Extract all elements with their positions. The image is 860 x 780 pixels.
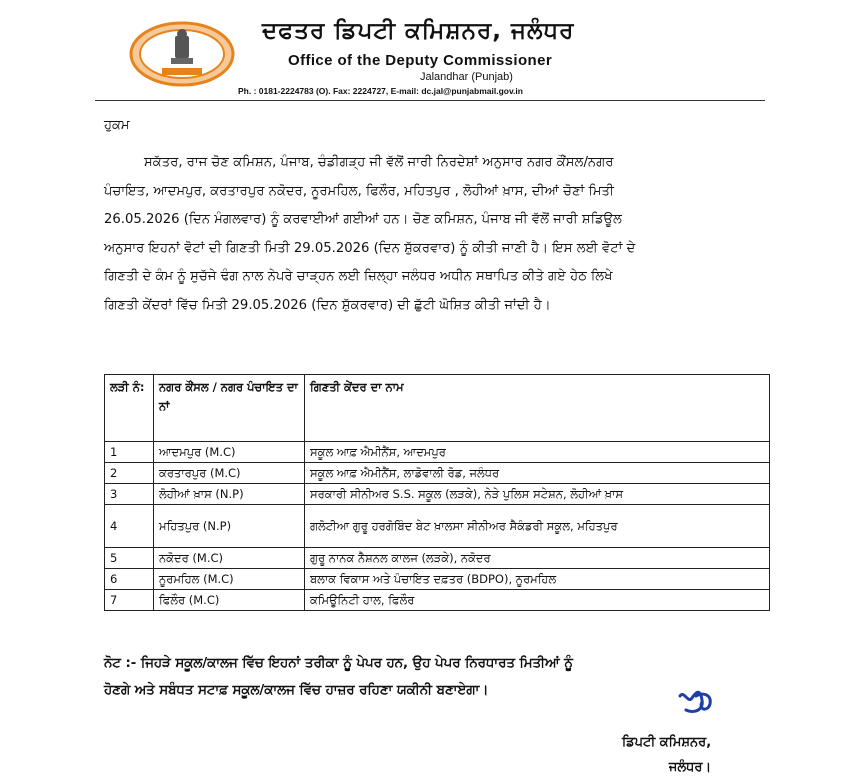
signatory-designation: ਡਿਪਟੀ ਕਮਿਸ਼ਨਰ, (622, 735, 712, 750)
letterhead-contact: Ph. : 0181-2224783 (O). Fax: 2224727, E-mail: dc.jal@punjabmail.gov.in (238, 86, 523, 96)
paragraph-line: ਅਨੁਸਾਰ ਇਹਨਾਂ ਵੋਟਾਂ ਦੀ ਗਿਣਤੀ ਮਿਤੀ 29.05.2026 (ਦਿਨ ਸ਼ੁੱਕਰਵਾਰ) ਨੂੰ ਕੀਤੀ ਜਾਣੀ ਹੈ। ਇਸ ਲਈ ਵੋਟਾਂ ਦੇ (104, 240, 636, 256)
header-counting-centre: ਗਿਣਤੀ ਕੇਂਦਰ ਦਾ ਨਾਮ (305, 375, 770, 442)
cell-counting-centre: ਗੁਰੂ ਨਾਨਕ ਨੈਸ਼ਨਲ ਕਾਲਜ (ਲੜਕੇ), ਨਕੋਦਰ (305, 548, 770, 569)
table-row (105, 463, 770, 484)
counting-centres-table (104, 374, 770, 611)
cell-counting-centre: ਗਲੋਟੀਆ ਗੁਰੂ ਹਰਗੋਬਿੰਦ ਬੇਟ ਖ਼ਾਲਸਾ ਸੀਨੀਅਰ ਸੈਕੰਡਰੀ ਸਕੂਲ, ਮਹਿਤਪੁਰ (305, 505, 770, 548)
cell-serial: 6 (105, 569, 154, 590)
order-paragraph (104, 149, 774, 321)
cell-serial: 5 (105, 548, 154, 569)
table-row (105, 548, 770, 569)
table-row (105, 484, 770, 505)
cell-counting-centre: ਬਲਾਕ ਵਿਕਾਸ ਅਤੇ ਪੰਚਾਇਤ ਦਫ਼ਤਰ (BDPO), ਨੂਰਮਹਿਲ (305, 569, 770, 590)
table-row (105, 569, 770, 590)
cell-municipal-body: ਮਹਿਤਪੁਰ (N.P) (154, 505, 305, 548)
table-header-row (105, 375, 770, 442)
cell-serial: 4 (105, 505, 154, 548)
letterhead-divider (95, 100, 765, 101)
paragraph-line: ਸਕੱਤਰ, ਰਾਜ ਚੋਣ ਕਮਿਸ਼ਨ, ਪੰਜਾਬ, ਚੰਡੀਗੜ੍ਹ ਜੀ ਵੱਲੋਂ ਜਾਰੀ ਨਿਰਦੇਸ਼ਾਂ ਅਨੁਸਾਰ ਨਗਰ ਕੌਂਸਲ/ਨਗਰ (144, 155, 614, 170)
paragraph-line: ਪੰਚਾਇਤ, ਆਦਮਪੁਰ, ਕਰਤਾਰਪੁਰ ਨਕੋਦਰ, ਨੂਰਮਹਿਲ, ਫਿਲੌਰ, ਮਹਿਤਪੁਰ , ਲੋਹੀਆਂ ਖ਼ਾਸ, ਦੀਆਂ ਚੋਣਾਂ ਮਿਤੀ (104, 183, 614, 199)
signatory-place: ਜਲੰਧਰ। (668, 760, 712, 775)
paragraph-line: ਗਿਣਤੀ ਕੇਂਦਰਾਂ ਵਿੱਚ ਮਿਤੀ 29.05.2026 (ਦਿਨ ਸ਼ੁੱਕਰਵਾਰ) ਦੀ ਛੁੱਟੀ ਘੋਸ਼ਿਤ ਕੀਤੀ ਜਾਂਦੀ ਹੈ। (104, 297, 551, 313)
letterhead-title-punjabi: ਦਫਤਰ ਡਿਪਟੀ ਕਮਿਸ਼ਨਰ, ਜਲੰਧਰ (262, 18, 575, 44)
cell-serial: 7 (105, 590, 154, 611)
cell-counting-centre: ਕਮਿਊਨਿਟੀ ਹਾਲ, ਫਿਲੌਰ (305, 590, 770, 611)
note-line: ਨੋਟ :- ਜਿਹੜੇ ਸਕੂਲ/ਕਾਲਜ ਵਿੱਚ ਇਹਨਾਂ ਤਰੀਕਾ ਨੂੰ ਪੇਪਰ ਹਨ, ਉਹ ਪੇਪਰ ਨਿਰਧਾਰਤ ਮਿਤੀਆਂ ਨੂੰ (104, 656, 573, 671)
cell-municipal-body: ਨਕੋਦਰ (M.C) (154, 548, 305, 569)
cell-counting-centre: ਸਕੂਲ ਆਫ਼ ਐਮੀਨੈਂਸ, ਲਾਡੋਵਾਲੀ ਰੋਡ, ਜਲੰਧਰ (305, 463, 770, 484)
signature-block (622, 730, 711, 780)
signature-icon (672, 686, 722, 720)
table-row (105, 442, 770, 463)
cell-serial: 3 (105, 484, 154, 505)
paragraph-line: ਗਿਣਤੀ ਦੇ ਕੰਮ ਨੂੰ ਸੁਚੱਜੇ ਢੰਗ ਨਾਲ ਨੇਪਰੇ ਚਾੜ੍ਹਨ ਲਈ ਜ਼ਿਲ੍ਹਾ ਜਲੰਧਰ ਅਧੀਨ ਸਥਾਪਿਤ ਕੀਤੇ ਗਏ ਹੇਠ ਲਿਖੇ (104, 269, 613, 285)
note-line: ਹੋਣਗੇ ਅਤੇ ਸਬੰਧਤ ਸਟਾਫ਼ ਸਕੂਲ/ਕਾਲਜ ਵਿੱਚ ਹਾਜ਼ਰ ਰਹਿਣਾ ਯਕੀਨੀ ਬਣਾਏਗਾ। (104, 683, 489, 698)
paragraph-line: 26.05.2026 (ਦਿਨ ਮੰਗਲਵਾਰ) ਨੂੰ ਕਰਵਾਈਆਂ ਗਈਆਂ ਹਨ। ਚੋਣ ਕਮਿਸ਼ਨ, ਪੰਜਾਬ ਜੀ ਵੱਲੋਂ ਜਾਰੀ ਸ਼ਡਿਊਲ (104, 212, 622, 228)
table-row (105, 590, 770, 611)
header-serial: ਲੜੀ ਨੰ: (105, 375, 154, 442)
cell-serial: 2 (105, 463, 154, 484)
order-title: ਹੁਕਮ (104, 118, 130, 133)
cell-municipal-body: ਕਰਤਾਰਪੁਰ (M.C) (154, 463, 305, 484)
cell-counting-centre: ਸਰਕਾਰੀ ਸੀਨੀਅਰ S.S. ਸਕੂਲ (ਲੜਕੇ), ਨੇੜੇ ਪੁਲਿਸ ਸਟੇਸ਼ਨ, ਲੋਹੀਆਂ ਖ਼ਾਸ (305, 484, 770, 505)
seal-logo-icon (128, 20, 236, 88)
table-row (105, 505, 770, 548)
cell-counting-centre: ਸਕੂਲ ਆਫ਼ ਐਮੀਨੈਂਸ, ਆਦਮਪੁਰ (305, 442, 770, 463)
cell-municipal-body: ਲੋਹੀਆਂ ਖ਼ਾਸ (N.P) (154, 484, 305, 505)
letterhead-city: Jalandhar (Punjab) (420, 71, 513, 83)
cell-municipal-body: ਨੂਰਮਹਿਲ (M.C) (154, 569, 305, 590)
header-municipal-body: ਨਗਰ ਕੌਂਸਲ / ਨਗਰ ਪੰਚਾਇਤ ਦਾ ਨਾਂ (154, 375, 305, 442)
cell-municipal-body: ਫਿਲੌਰ (M.C) (154, 590, 305, 611)
cell-serial: 1 (105, 442, 154, 463)
letterhead-title-english: Office of the Deputy Commissioner (288, 52, 553, 69)
cell-municipal-body: ਆਦਮਪੁਰ (M.C) (154, 442, 305, 463)
